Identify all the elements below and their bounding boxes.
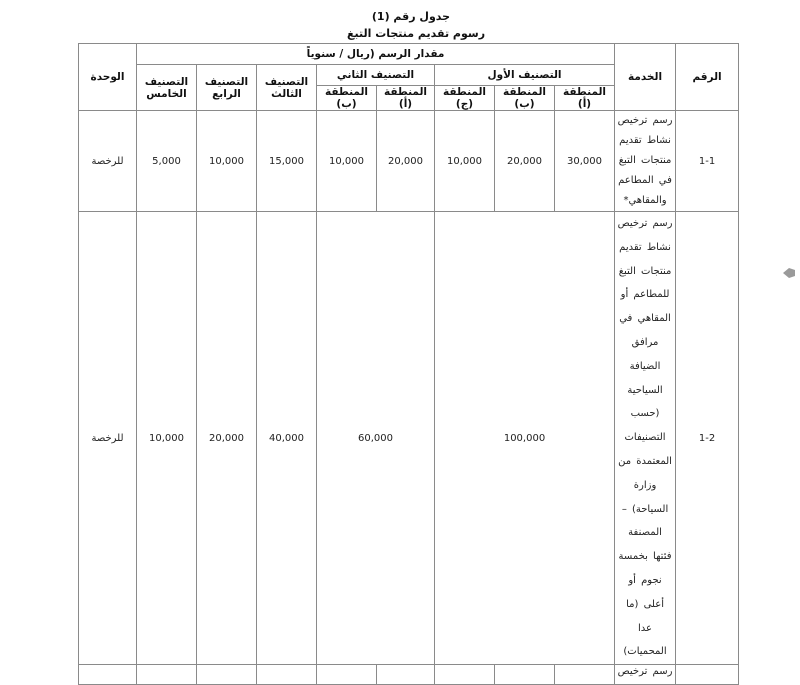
- fee-amount-group-header: مقدار الرسم (ريال / سنوياً: [137, 44, 615, 65]
- class2-zone-a-header: المنطقة (أ): [377, 86, 435, 111]
- row-number-cell: 1-2: [676, 212, 739, 665]
- table-row: [79, 212, 739, 665]
- unit-header: الوحدة: [79, 44, 137, 111]
- class1-zone-c-header: المنطقة (ج): [435, 86, 495, 111]
- fees-table: [78, 43, 739, 685]
- class2-zone-b-header: المنطقة (ب): [317, 86, 377, 111]
- class1-header: التصنيف الأول: [435, 65, 615, 86]
- class1-zone-c-cell: 10,000: [435, 111, 495, 212]
- class1-zone-b-header: المنطقة (ب): [495, 86, 555, 111]
- class2-zone-b-cell: 10,000: [317, 111, 377, 212]
- table-row: [79, 111, 739, 212]
- class1-zone-a-header: المنطقة (أ): [555, 86, 615, 111]
- table-title: رسوم تقديم منتجات التبغ: [346, 27, 486, 40]
- class1-zone-b-cell: 20,000: [495, 111, 555, 212]
- class2-zone-a-cell: 20,000: [377, 111, 435, 212]
- class4-header: التصنيف الرابع: [197, 65, 257, 111]
- class5-cell: 10,000: [137, 212, 197, 665]
- service-cell: رسم ترخيص: [615, 665, 676, 685]
- class2-cell: 60,000: [317, 212, 435, 665]
- class2-header: التصنيف الثاني: [317, 65, 435, 86]
- service-cell: رسم ترخيص نشاط تقديم منتجات التبغ للمطاعم أو المقاهي في مرافق الضيافة السياحية (حسب التصنيفات المعتمدة من وزارة السياحة) – المصنفة فئتها بخمسة نجوم أو أعلى (ما عدا المحميات): [615, 212, 676, 665]
- table-row: [79, 665, 739, 685]
- number-header: الرقم: [676, 44, 739, 111]
- left-arrow-icon[interactable]: [782, 264, 796, 276]
- class3-cell: 15,000: [257, 111, 317, 212]
- row-number-cell: 1-1: [676, 111, 739, 212]
- table-number-caption: جدول رقم (1): [371, 10, 451, 23]
- class4-cell: 20,000: [197, 212, 257, 665]
- class4-cell: 10,000: [197, 111, 257, 212]
- service-header: الخدمة: [615, 44, 676, 111]
- unit-cell: للرخصة: [79, 111, 137, 212]
- unit-cell: للرخصة: [79, 212, 137, 665]
- class1-zone-a-cell: 30,000: [555, 111, 615, 212]
- class5-header: التصنيف الخامس: [137, 65, 197, 111]
- class3-header: التصنيف الثالث: [257, 65, 317, 111]
- class5-cell: 5,000: [137, 111, 197, 212]
- service-cell: رسم ترخيص نشاط تقديم منتجات التبغ في المطاعم والمقاهي*: [615, 111, 676, 212]
- class3-cell: 40,000: [257, 212, 317, 665]
- class1-cell: 100,000: [435, 212, 615, 665]
